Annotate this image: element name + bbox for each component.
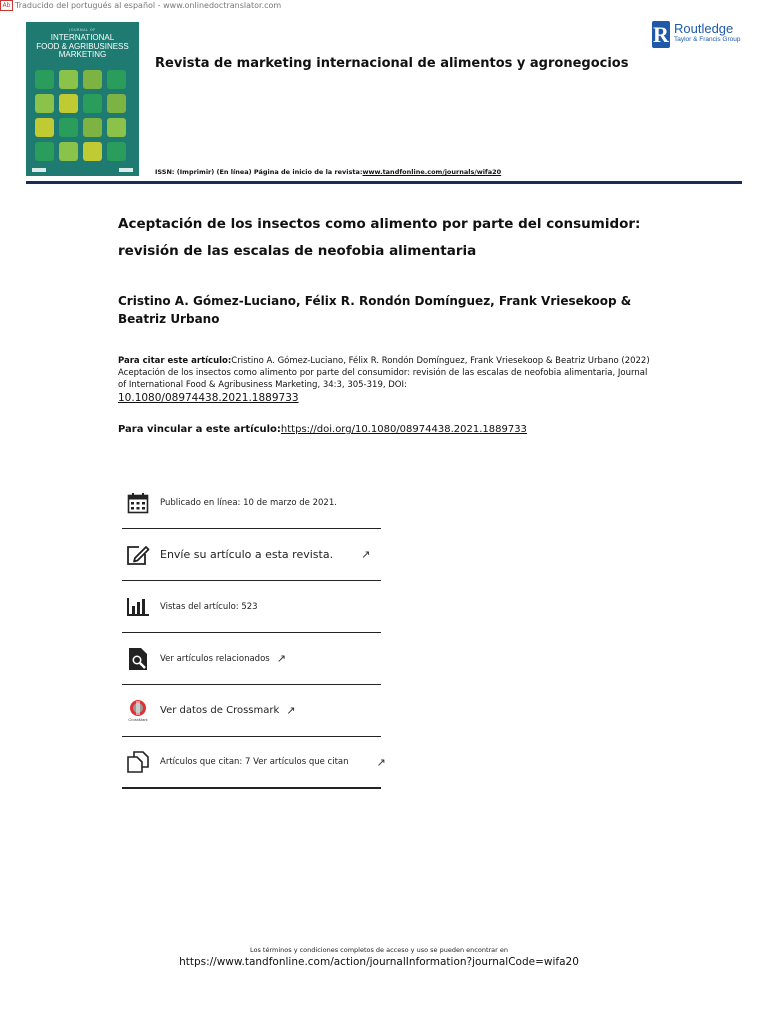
bar-chart-icon — [126, 595, 150, 619]
cover-tile — [83, 118, 102, 137]
related-articles-row[interactable] — [122, 633, 381, 685]
citing-articles-row[interactable] — [122, 737, 386, 789]
translator-note: Traducido del portugués al español - www.onlinedoctranslator.com — [15, 0, 282, 10]
cover-tile — [83, 70, 102, 89]
external-link-icon: ↗ — [286, 704, 296, 717]
article-doi-link[interactable]: https://doi.org/10.1080/08974438.2021.1889733 — [280, 424, 527, 435]
external-link-icon: ↗ — [361, 548, 371, 561]
article-link-line — [118, 424, 527, 435]
article-authors: Cristino A. Gómez-Luciano, Félix R. Rondón Domínguez, Frank Vriesekoop & Beatriz Urbano — [118, 294, 632, 326]
citation-doi-link[interactable]: 10.1080/08974438.2021.1889733 — [118, 392, 299, 404]
external-link-icon: ↗ — [376, 755, 386, 769]
cover-publisher-logo — [32, 168, 46, 172]
cover-tile — [107, 70, 126, 89]
cover-tile — [35, 94, 54, 113]
cover-publisher-logo — [119, 168, 133, 172]
cover-tile — [83, 94, 102, 113]
cover-title-line: FOOD & AGRIBUSINESS — [36, 41, 129, 51]
routledge-r-icon: R — [653, 22, 669, 47]
edit-icon — [126, 543, 150, 567]
publisher-name: Routledge — [674, 21, 734, 36]
cover-footer — [32, 168, 133, 172]
cover-tile — [35, 142, 54, 161]
cover-small-text: JOURNAL OF — [69, 28, 96, 32]
external-link-icon: ↗ — [276, 652, 286, 665]
citation-block — [118, 355, 658, 405]
journal-cover — [26, 22, 139, 176]
submit-article-row[interactable] — [122, 529, 381, 581]
cover-title — [26, 34, 139, 60]
article-views-text: Vistas del artículo: 523 — [160, 601, 258, 612]
footer-terms-link[interactable]: https://www.tandfonline.com/action/journalInformation?journalCode=wifa20 — [179, 956, 579, 968]
article-info-list — [122, 477, 386, 789]
footer — [0, 946, 758, 968]
issn-line — [155, 168, 501, 176]
citation-text: Cristino A. Gómez-Luciano, Félix R. Rondón Domínguez, Frank Vriesekoop & Beatriz Urbano (2022) Aceptación de los insectos como alimento por parte del consumidor: revisión de las escalas de neofobia alimentaria, Journal of International Food & Agribusiness Marketing, 34:3, 305-319, DOI: — [118, 356, 650, 390]
citing-articles-icon — [126, 750, 150, 774]
cover-title-line: INTERNATIONAL — [50, 33, 115, 42]
crossmark-icon — [126, 699, 150, 723]
cover-tile — [35, 70, 54, 89]
crossmark-text: Ver datos de Crossmark — [160, 705, 280, 716]
article-title: Aceptación de los insectos como alimento por parte del consumidor: revisión de las escalas de neofobia alimentaria — [118, 216, 641, 259]
publisher-subtitle: Taylor & Francis Group — [674, 36, 741, 43]
article-views-row — [122, 581, 381, 633]
translate-icon: Ab — [0, 0, 13, 11]
cover-tile — [107, 94, 126, 113]
cover-tile — [59, 94, 78, 113]
journal-homepage-link[interactable]: www.tandfonline.com/journals/wifa20 — [362, 168, 502, 176]
cover-tile — [107, 142, 126, 161]
cover-tile — [107, 118, 126, 137]
citing-articles-text: Artículos que citan: 7 Ver artículos que citan — [160, 757, 349, 767]
translator-banner[interactable] — [0, 0, 281, 11]
cover-title-line: MARKETING — [58, 50, 107, 59]
citation-label: Para citar este artículo: — [118, 356, 232, 366]
issn-text: ISSN: (Imprimir) (En línea) Página de inicio de la revista: — [155, 168, 363, 176]
crossmark-icon-label: CrossMark — [128, 717, 148, 722]
calendar-icon — [126, 491, 150, 515]
cover-icon-grid — [35, 70, 131, 161]
footer-terms: Los términos y condiciones completos de acceso y uso se pueden encontrar en — [249, 946, 509, 954]
article-link-label: Para vincular a este artículo: — [118, 424, 281, 435]
routledge-logo[interactable] — [652, 21, 740, 48]
cover-tile — [59, 142, 78, 161]
header-divider — [26, 181, 742, 184]
cover-tile — [83, 142, 102, 161]
submit-article-text: Envíe su artículo a esta revista. — [160, 548, 334, 561]
related-articles-text: Ver artículos relacionados — [160, 653, 270, 664]
search-document-icon — [126, 647, 150, 671]
cover-tile — [59, 118, 78, 137]
crossmark-row[interactable] — [122, 685, 381, 737]
cover-tile — [35, 118, 54, 137]
published-online-row — [122, 477, 381, 529]
published-online-text: Publicado en línea: 10 de marzo de 2021. — [160, 497, 337, 508]
journal-title: Revista de marketing internacional de alimentos y agronegocios — [155, 56, 629, 71]
cover-tile — [59, 70, 78, 89]
